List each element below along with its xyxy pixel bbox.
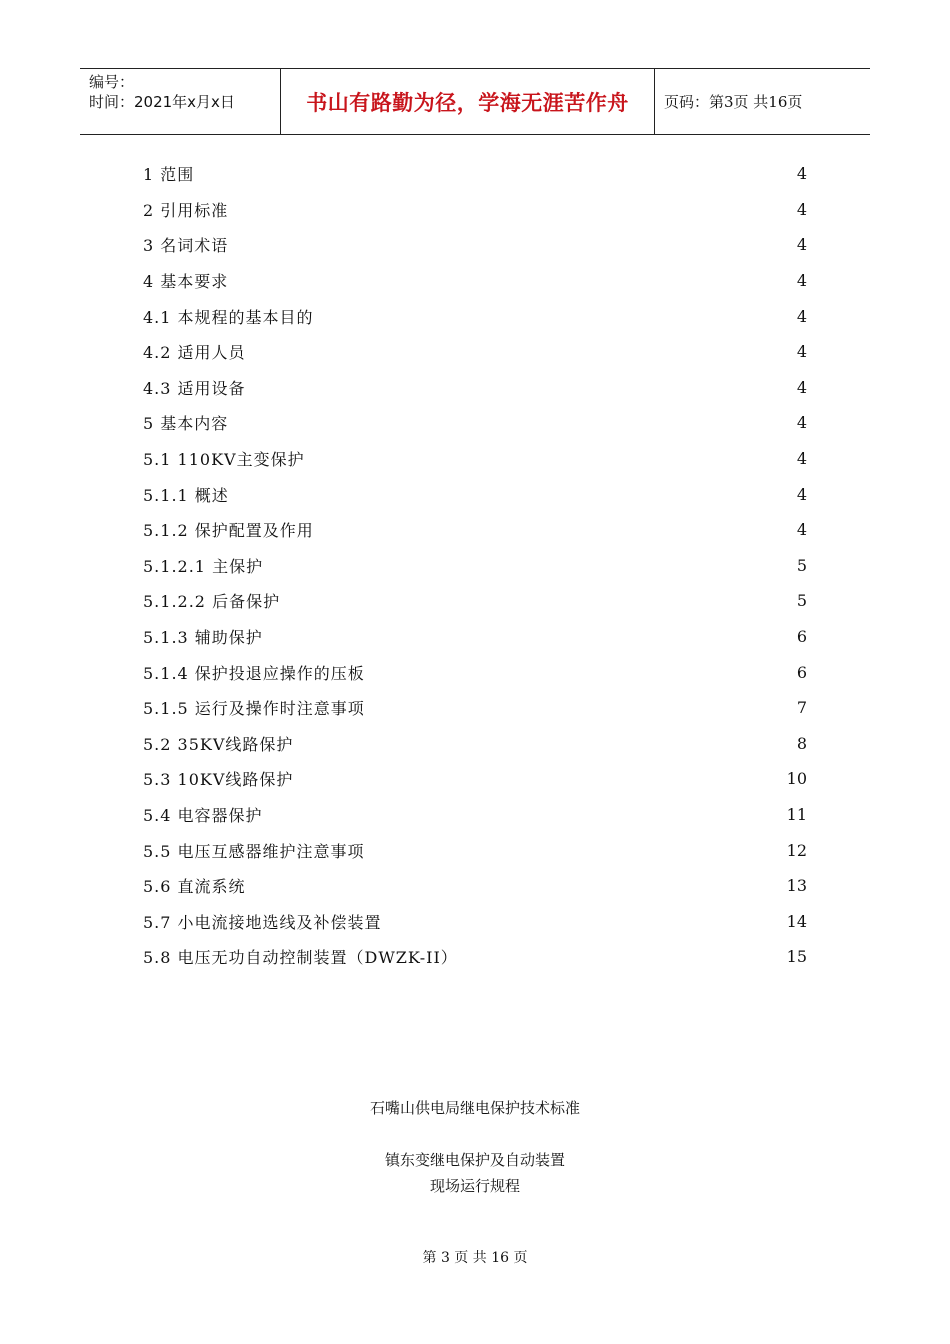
page-info: 页码：第3页 共16页 [664, 93, 803, 111]
number-label: 编号： [89, 73, 135, 91]
motto: 书山有路勤为径，学海无涯苦作舟 [306, 90, 629, 115]
toc-entry[interactable] [143, 797, 807, 833]
table-of-contents [143, 156, 807, 975]
toc-entry-page: 4 [796, 271, 807, 291]
toc-entry-title: 5.1 110KV主变保护 [143, 450, 305, 470]
header-page-info-cell [655, 69, 870, 134]
toc-entry-title: 5.1.3 辅助保护 [143, 628, 263, 648]
header-meta [80, 69, 281, 134]
toc-entry-title: 4 基本要求 [143, 272, 229, 292]
toc-entry[interactable] [143, 227, 807, 263]
toc-entry-page: 13 [786, 876, 807, 896]
toc-entry-page: 4 [796, 377, 807, 397]
toc-entry[interactable] [143, 298, 807, 334]
toc-entry-page: 14 [786, 911, 807, 931]
toc-entry-title: 4.3 适用设备 [143, 378, 246, 398]
toc-entry[interactable] [143, 156, 807, 192]
toc-entry-title: 5.1.2 保护配置及作用 [143, 521, 314, 541]
toc-entry-page: 4 [796, 235, 807, 255]
toc-entry-title: 3 名词术语 [143, 236, 229, 256]
toc-entry[interactable] [143, 192, 807, 228]
toc-entry[interactable] [143, 405, 807, 441]
toc-entry-page: 4 [796, 413, 807, 433]
toc-entry-page: 5 [796, 591, 807, 611]
toc-entry-page: 6 [796, 627, 807, 647]
toc-entry-title: 5.1.1 概述 [143, 485, 229, 505]
toc-entry[interactable] [143, 761, 807, 797]
toc-entry[interactable] [143, 690, 807, 726]
toc-entry-page: 6 [796, 662, 807, 682]
toc-entry-title: 5.3 10KV线路保护 [143, 770, 294, 790]
toc-entry-title: 5.4 电容器保护 [143, 805, 263, 825]
toc-entry-title: 5.1.5 运行及操作时注意事项 [143, 699, 365, 719]
toc-entry-page: 10 [786, 769, 807, 789]
toc-entry[interactable] [143, 512, 807, 548]
page-header [80, 68, 870, 135]
time-label: 时间：2021年x月x日 [89, 93, 235, 111]
toc-entry-title: 5.5 电压互感器维护注意事项 [143, 841, 365, 861]
toc-entry[interactable] [143, 832, 807, 868]
toc-entry-title: 5.6 直流系统 [143, 877, 246, 897]
toc-entry-page: 8 [796, 733, 807, 753]
toc-entry-title: 4.1 本规程的基本目的 [143, 307, 314, 327]
toc-entry[interactable] [143, 441, 807, 477]
org-title: 石嘴山供电局继电保护技术标准 [369, 1099, 580, 1117]
toc-entry[interactable] [143, 263, 807, 299]
toc-entry[interactable] [143, 726, 807, 762]
toc-entry-title: 5 基本内容 [143, 414, 229, 434]
toc-entry-title: 5.7 小电流接地选线及补偿装置 [143, 912, 382, 932]
toc-entry-title: 5.8 电压无功自动控制装置（DWZK-II） [143, 948, 458, 968]
doc-title-line-2: 现场运行规程 [429, 1177, 520, 1195]
toc-entry-page: 7 [796, 698, 807, 718]
toc-entry[interactable] [143, 548, 807, 584]
toc-entry[interactable] [143, 654, 807, 690]
header-motto-cell [281, 69, 655, 134]
toc-entry-page: 4 [796, 484, 807, 504]
toc-entry-title: 5.2 35KV线路保护 [143, 734, 294, 754]
toc-entry[interactable] [143, 868, 807, 904]
toc-entry-page: 4 [796, 306, 807, 326]
toc-entry-page: 4 [796, 199, 807, 219]
toc-entry-title: 4.2 适用人员 [143, 343, 246, 363]
toc-entry[interactable] [143, 370, 807, 406]
toc-entry-title: 1 范围 [143, 165, 195, 185]
toc-entry-page: 4 [796, 342, 807, 362]
toc-entry[interactable] [143, 939, 807, 975]
page-footer: 第 3 页 共 16 页 [422, 1250, 528, 1266]
toc-entry-page: 4 [796, 164, 807, 184]
toc-entry-title: 2 引用标准 [143, 200, 229, 220]
toc-entry-title: 5.1.2.2 后备保护 [143, 592, 281, 612]
toc-entry-title: 5.1.2.1 主保护 [143, 556, 264, 576]
toc-entry[interactable] [143, 476, 807, 512]
toc-entry[interactable] [143, 334, 807, 370]
toc-entry[interactable] [143, 903, 807, 939]
toc-entry-page: 12 [786, 840, 807, 860]
toc-entry-title: 5.1.4 保护投退应操作的压板 [143, 663, 365, 683]
toc-entry-page: 4 [796, 520, 807, 540]
toc-entry[interactable] [143, 619, 807, 655]
toc-entry-page: 11 [786, 804, 807, 824]
toc-entry-page: 4 [796, 449, 807, 469]
doc-title-line-1: 镇东变继电保护及自动装置 [384, 1151, 565, 1169]
toc-entry-page: 5 [796, 555, 807, 575]
toc-entry-page: 15 [786, 947, 807, 967]
toc-entry[interactable] [143, 583, 807, 619]
